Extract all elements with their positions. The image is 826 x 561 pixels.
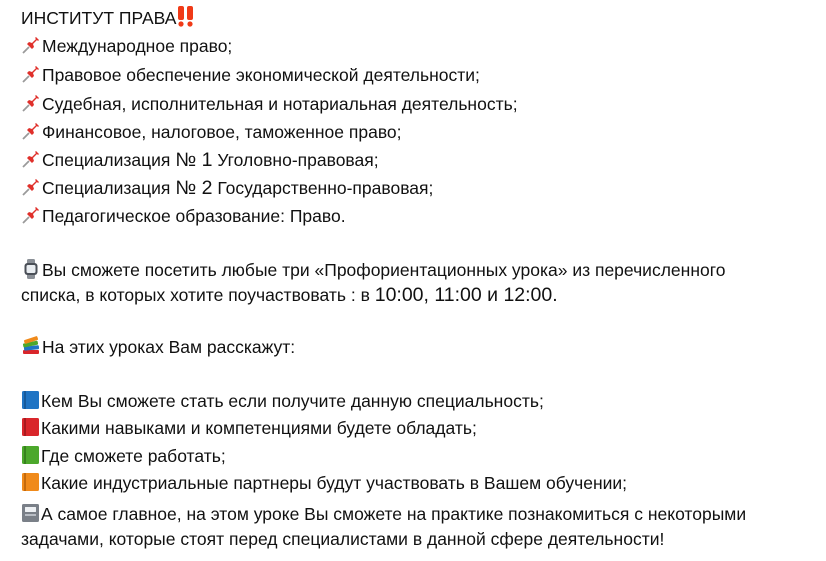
pushpin-icon (21, 149, 41, 175)
specialization-number: № 1 (175, 149, 213, 171)
program-item (21, 204, 346, 231)
program-item (21, 63, 480, 90)
program-text: Международное право; (42, 36, 233, 56)
lesson-intro-text: На этих уроках Вам расскажут: (42, 337, 296, 357)
topic-text: задачами, которые стоят перед специалистами в данной сфере деятельности! (21, 529, 665, 549)
blue-book-icon (21, 390, 40, 416)
topic-item (21, 416, 477, 443)
program-text: Правовое обеспечение экономической деятельности; (42, 65, 480, 85)
orange-book-icon (21, 472, 40, 498)
pushpin-icon (21, 177, 41, 203)
books-icon (21, 336, 41, 362)
pushpin-icon (21, 35, 41, 61)
program-text: Педагогическое образование: Право. (42, 206, 346, 226)
lesson-intro (21, 335, 295, 362)
double-exclamation-icon (176, 5, 196, 33)
topic-item (21, 502, 746, 529)
topic-item (21, 444, 226, 471)
program-text: Государственно-правовая; (212, 178, 434, 198)
ledger-icon (21, 503, 40, 529)
watch-icon (21, 259, 41, 285)
program-text: Финансовое, налоговое, таможенное право; (42, 122, 402, 142)
program-text: Специализация (42, 178, 176, 198)
red-book-icon (21, 417, 40, 443)
green-book-icon (21, 445, 40, 471)
pushpin-icon (21, 205, 41, 231)
pushpin-icon (21, 93, 41, 119)
topic-text: Где сможете работать; (41, 446, 226, 466)
schedule-line-2 (21, 283, 558, 307)
program-text: Специализация (42, 150, 176, 170)
program-item (21, 176, 433, 203)
program-text: Судебная, исполнительная и нотариальная деятельность; (42, 94, 518, 114)
program-item (21, 34, 232, 61)
program-item (21, 148, 379, 175)
specialization-number: № 2 (175, 177, 213, 199)
schedule-line-1 (21, 258, 725, 285)
topic-item-continuation (21, 527, 664, 551)
topic-text: Кем Вы сможете стать если получите данную специальность; (41, 391, 544, 411)
heading-title: ИНСТИТУТ ПРАВА (21, 8, 177, 28)
pushpin-icon (21, 121, 41, 147)
topic-text: Какими навыками и компетенциями будете обладать; (41, 418, 477, 438)
topic-item (21, 471, 627, 498)
program-item (21, 92, 518, 119)
heading-line (21, 5, 197, 33)
topic-text: А самое главное, на этом уроке Вы сможете на практике познакомиться с некоторыми (41, 504, 747, 524)
schedule-text: списка, в которых хотите поучаствовать : в (21, 285, 375, 305)
schedule-text: Вы сможете посетить любые три «Профориентационных урока» из перечисленного (42, 260, 726, 280)
schedule-times: 10:00, 11:00 и 12:00. (374, 284, 558, 306)
topic-text: Какие индустриальные партнеры будут участвовать в Вашем обучении; (41, 473, 628, 493)
program-item (21, 120, 402, 147)
pushpin-icon (21, 64, 41, 90)
topic-item (21, 389, 544, 416)
program-text: Уголовно-правовая; (212, 150, 379, 170)
